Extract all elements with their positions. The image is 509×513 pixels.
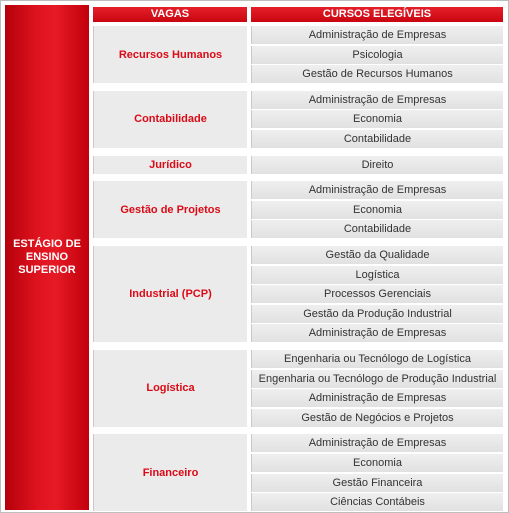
vaga-cell: Jurídico: [93, 156, 247, 174]
vaga-cell: Recursos Humanos: [93, 26, 247, 83]
curso-cell: Gestão de Recursos Humanos: [251, 65, 503, 83]
vaga-cell: Industrial (PCP): [93, 246, 247, 342]
curso-cell: Gestão de Negócios e Projetos: [251, 409, 503, 427]
curso-cell: Economia: [251, 454, 503, 472]
curso-cell: Gestão da Produção Industrial: [251, 305, 503, 323]
side-label: ESTÁGIO DE ENSINO SUPERIOR: [13, 238, 81, 276]
curso-cell: Administração de Empresas: [251, 434, 503, 452]
header-vagas: VAGAS: [93, 7, 247, 22]
curso-cell: Gestão Financeira: [251, 474, 503, 492]
header-cursos: CURSOS ELEGÍVEIS: [251, 7, 503, 22]
curso-cell: Logística: [251, 266, 503, 284]
curso-cell: Processos Gerenciais: [251, 285, 503, 303]
curso-cell: Ciências Contábeis: [251, 493, 503, 511]
vaga-cell: Logística: [93, 350, 247, 427]
curso-cell: Gestão da Qualidade: [251, 246, 503, 264]
curso-cell: Administração de Empresas: [251, 91, 503, 109]
curso-cell: Engenharia ou Tecnólogo de Logística: [251, 350, 503, 368]
curso-cell: Contabilidade: [251, 220, 503, 238]
curso-cell: Engenharia ou Tecnólogo de Produção Industrial: [251, 370, 503, 388]
curso-cell: Contabilidade: [251, 130, 503, 148]
curso-cell: Psicologia: [251, 46, 503, 64]
vaga-cell: Financeiro: [93, 434, 247, 511]
curso-cell: Economia: [251, 110, 503, 128]
curso-cell: Administração de Empresas: [251, 181, 503, 199]
curso-cell: Economia: [251, 201, 503, 219]
curso-cell: Administração de Empresas: [251, 389, 503, 407]
vaga-cell: Gestão de Projetos: [93, 181, 247, 238]
curso-cell: Administração de Empresas: [251, 26, 503, 44]
vaga-cell: Contabilidade: [93, 91, 247, 148]
curso-cell: Administração de Empresas: [251, 324, 503, 342]
curso-cell: Direito: [251, 156, 503, 174]
side-banner: [5, 5, 89, 510]
